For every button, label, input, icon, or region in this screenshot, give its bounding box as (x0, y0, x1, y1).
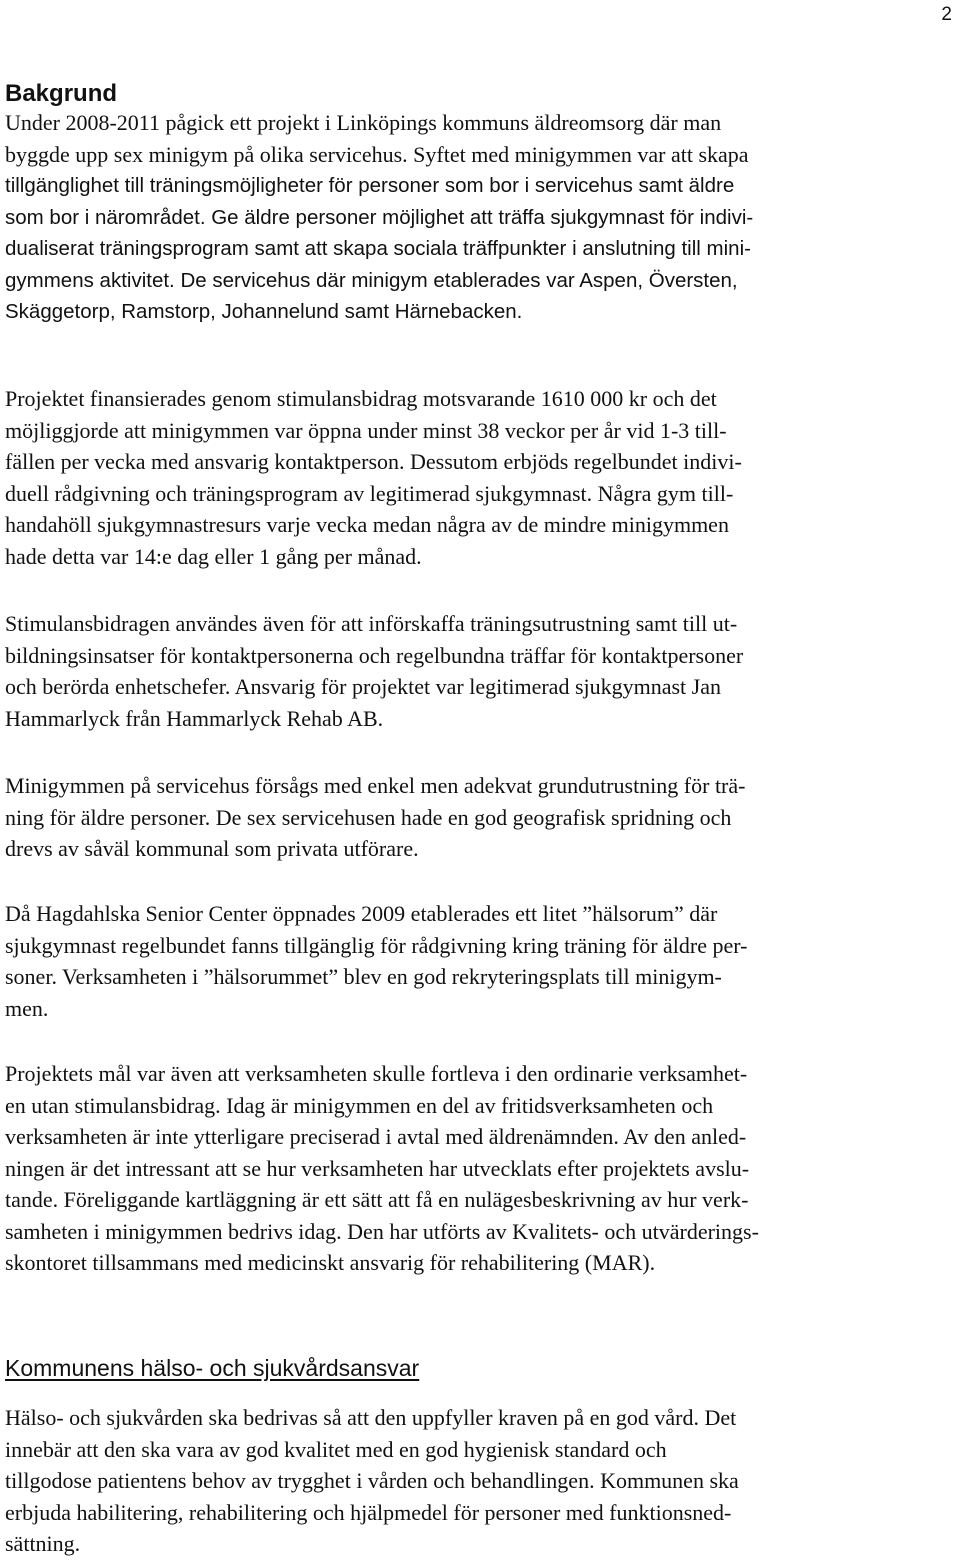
text-line: handahöll sjukgymnastresurs varje vecka medan några av de mindre minigymmen (5, 512, 729, 537)
text-line: Minigymmen på servicehus försågs med enkel men adekvat grundutrustning för trä- (5, 773, 746, 798)
text-line: fällen per vecka med ansvarig kontaktperson. Dessutom erbjöds regelbundet indivi- (5, 449, 742, 474)
text-line: Då Hagdahlska Senior Center öppnades 2009 etablerades ett litet ”hälsorum” där (5, 901, 718, 926)
text-fragment: gymmens aktivitet. (5, 268, 175, 292)
text-fragment: De servicehus där minigym etablerades var Aspen, Översten, (174, 268, 738, 292)
text-line: erbjuda habilitering, rehabilitering och hjälpmedel för personer med funktionsned- (5, 1499, 732, 1525)
text-line: Hammarlyck från Hammarlyck Rehab AB. (5, 705, 384, 731)
text-fragment: Ge äldre personer möjlighet att träffa sjukgymnast för indivi- (205, 205, 754, 229)
text-line: Under 2008-2011 pågick ett projekt i Linköpings kommuns äldreomsorg där man (5, 110, 722, 135)
section-heading-bakgrund: Bakgrund (5, 80, 118, 107)
text-line: Projektets mål var även att verksamheten skulle fortleva i den ordinarie verksamhet- (5, 1061, 748, 1086)
text-line: men. (5, 995, 49, 1021)
text-line: samheten i minigymmen bedrivs idag. Den har utförts av Kvalitets- och utvärderings- (5, 1218, 759, 1244)
text-line: hade detta var 14:e dag eller 1 gång per månad. (5, 543, 422, 569)
paragraph-health-room (5, 898, 945, 1024)
text-line: sjukgymnast regelbundet fanns tillgänglig för rådgivning kring träning för äldre per- (5, 932, 748, 958)
text-line (5, 265, 945, 297)
text-line: tillgodose patientens behov av trygghet i vården och behandlingen. Kommunen ska (5, 1468, 739, 1493)
text-line: Hälso- och sjukvården ska bedrivas så att den uppfyller kraven på en god vård. Det (5, 1405, 737, 1430)
text-line: en utan stimulansbidrag. Idag är minigymmen en del av fritidsverksamheten och (5, 1092, 714, 1118)
text-line: bildningsinsatser för kontaktpersonerna och regelbundna träffar för kontaktpersoner (5, 642, 744, 668)
text-line (5, 202, 945, 234)
text-line: verksamheten är inte ytterligare preciserad i avtal med äldrenämnden. Av den anled- (5, 1124, 747, 1149)
text-line: möjliggjorde att minigymmen var öppna under minst 38 veckor per år vid 1-3 till- (5, 417, 727, 443)
paragraph-equipment (5, 770, 945, 865)
text-fragment: som bor i närområdet. (5, 205, 206, 229)
text-line: byggde upp sex minigym på olika servicehus. Syftet med minigymmen var att skapa (5, 141, 749, 167)
section-heading-health-care-responsibility: Kommunens hälso- och sjukvårdsansvar (5, 1355, 420, 1381)
paragraph-financing (5, 383, 945, 572)
text-line: ningen är det intressant att se hur verksamheten har utvecklats efter projektets avslu- (5, 1155, 750, 1181)
text-line: drevs av såväl kommunal som privata utförare. (5, 836, 419, 861)
text-line: och berörda enhetschefer. Ansvarig för projektet var legitimerad sjukgymnast Jan (5, 674, 721, 699)
text-line: ning för äldre personer. De sex servicehusen hade en god geografisk spridning och (5, 804, 732, 830)
text-line: tillgänglighet till träningsmöjligheter för personer som bor i servicehus samt äldre (5, 174, 735, 197)
text-line: innebär att den ska vara av god kvalitet med en god hygienisk standard och (5, 1436, 667, 1462)
text-line: Projektet finansierades genom stimulansbidrag motsvarande 1610 000 kr och det (5, 386, 717, 411)
text-line: skontoret tillsammans med medicinskt ansvarig för rehabilitering (MAR). (5, 1250, 656, 1275)
text-line: sättning. (5, 1531, 81, 1556)
text-line: duell rådgivning och träningsprogram av legitimerad sjukgymnast. Några gym till- (5, 480, 734, 506)
text-line: Stimulansbidragen användes även för att införskaffa träningsutrustning samt till ut- (5, 611, 738, 636)
text-line: dualiserat träningsprogram samt att skapa sociala träffpunkter i anslutning till mini- (5, 237, 751, 260)
paragraph-project-background (5, 107, 945, 328)
paragraph-stimulus-grants (5, 608, 945, 734)
text-line: Skäggetorp, Ramstorp, Johannelund samt Härnebacken. (5, 300, 523, 323)
paragraph-project-goals (5, 1058, 945, 1279)
paragraph-health-care-law (5, 1402, 945, 1560)
page-number: 2 (941, 4, 952, 25)
text-line: tande. Föreliggande kartläggning är ett sätt att få en nulägesbeskrivning av hur verk- (5, 1187, 749, 1212)
text-line: soner. Verksamheten i ”hälsorummet” blev en god rekryteringsplats till minigym- (5, 964, 722, 989)
